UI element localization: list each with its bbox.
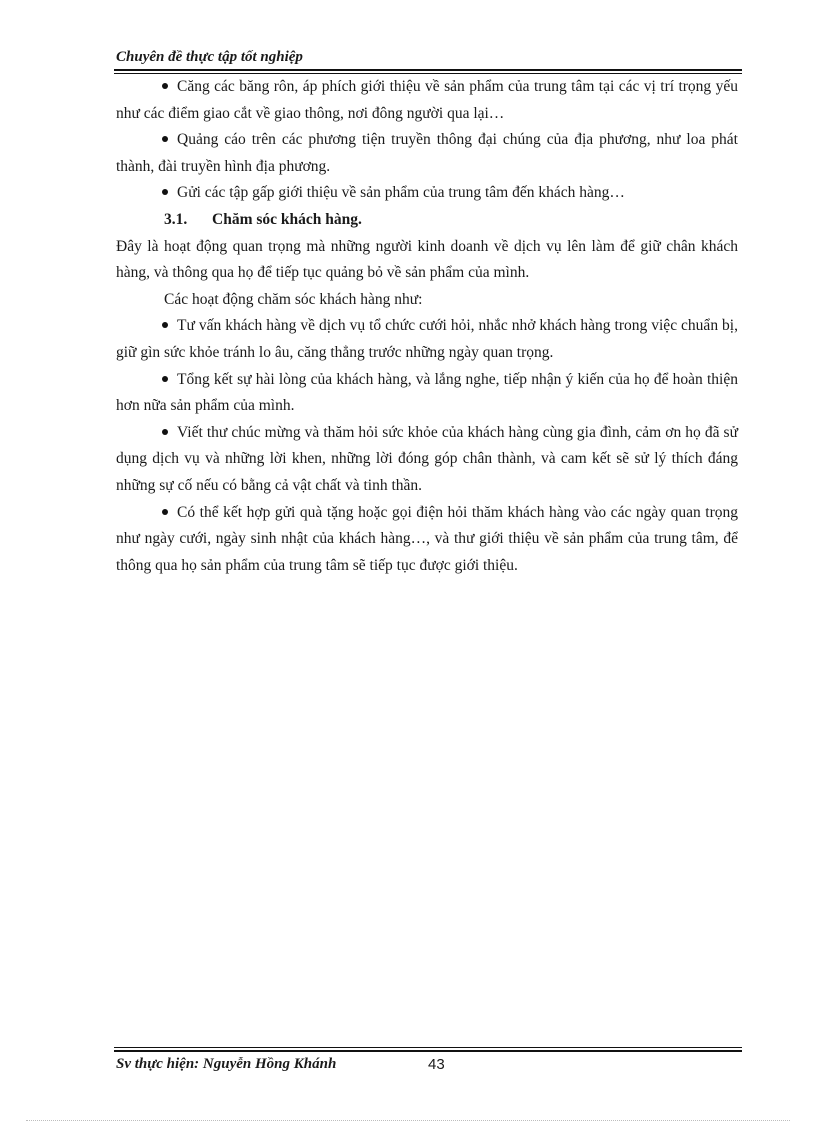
bullet-icon — [162, 189, 168, 195]
list-item — [116, 180, 738, 207]
footer-rule-thin — [114, 1047, 742, 1048]
list-item — [116, 420, 738, 500]
bullet-icon — [162, 376, 168, 382]
list-item-text: Viết thư chúc mừng và thăm hỏi sức khỏe của khách hàng cùng gia đình, cảm ơn họ đã sử dụng dịch vụ và những lời khen, những lời đóng góp chân thành, và cam kết sẽ sử lý thích đáng những sự cố nếu có bằng cả vật chất và tinh thần. — [116, 423, 738, 494]
footer-rule-thick — [114, 1050, 742, 1052]
list-item-text: Tư vấn khách hàng về dịch vụ tổ chức cưới hỏi, nhắc nhở khách hàng trong việc chuẩn bị, giữ gìn sức khỏe tránh lo âu, căng thẳng trước những ngày quan trọng. — [116, 317, 738, 361]
list-item — [116, 74, 738, 127]
list-item — [116, 500, 738, 580]
list-item-text: Tổng kết sự hài lòng của khách hàng, và lắng nghe, tiếp nhận ý kiến của họ để hoàn thiện hơn nữa sản phẩm của mình. — [116, 370, 738, 415]
section-number: 3.1. — [164, 210, 188, 228]
bullet-icon — [162, 509, 168, 515]
page-number: 43 — [428, 1056, 445, 1073]
list-item — [116, 127, 738, 180]
page-edge-divider — [26, 1120, 790, 1121]
header-rule-thick — [114, 69, 742, 71]
list-item-text: Gửi các tập gấp giới thiệu về sản phẩm của trung tâm đến khách hàng… — [177, 184, 625, 202]
list-item-text: Quảng cáo trên các phương tiện truyền thông đại chúng của địa phương, như loa phát thành, đài truyền hình địa phương. — [116, 131, 738, 175]
bullet-icon — [162, 83, 168, 89]
list-item — [116, 313, 738, 366]
list-item — [116, 367, 738, 420]
list-item-text: Có thể kết hợp gửi quà tặng hoặc gọi điện hỏi thăm khách hàng vào các ngày quan trọng như ngày cưới, ngày sinh nhật của khách hàng…, và thư giới thiệu về sản phẩm của trung tâm, để thông qua họ sản phẩm của trung tâm sẽ tiếp tục được giới thiệu. — [116, 503, 738, 574]
bullet-icon — [162, 322, 168, 328]
lead-paragraph: Các hoạt động chăm sóc khách hàng như: — [164, 290, 423, 308]
section-heading — [116, 207, 738, 234]
bullet-icon — [162, 429, 168, 435]
list-item-text: Căng các băng rôn, áp phích giới thiệu về sản phẩm của trung tâm tại các vị trí trọng yếu như các điểm giao cắt về giao thông, nơi đông người qua lại… — [116, 78, 738, 122]
section-title: Chăm sóc khách hàng. — [212, 210, 362, 228]
footer-author: Sv thực hiện: Nguyễn Hồng Khánh — [116, 1056, 337, 1072]
intro-paragraph: Đây là hoạt động quan trọng mà những người kinh doanh về dịch vụ lên làm để giữ chân khách hàng, và thông qua họ để tiếp tục quảng bỏ về sản phẩm của mình. — [116, 237, 738, 282]
bullet-icon — [162, 136, 168, 142]
document-body — [116, 74, 738, 579]
header-title: Chuyên đề thực tập tốt nghiệp — [116, 49, 303, 65]
